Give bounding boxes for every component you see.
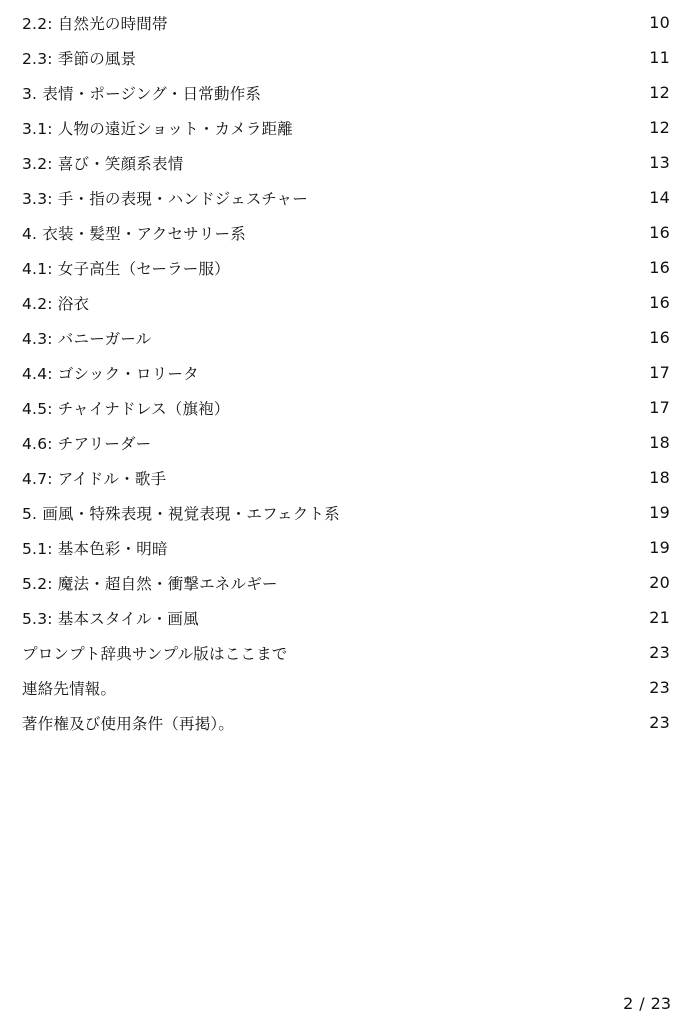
toc-entry-page: 11 — [649, 48, 670, 67]
total-page-count: 23 — [650, 994, 671, 1013]
toc-entry-page: 17 — [649, 398, 670, 417]
toc-entry-title: 5.1: 基本色彩・明暗 — [22, 539, 168, 558]
toc-entry-title: 4.1: 女子高生（セーラー服） — [22, 259, 230, 278]
toc-entry[interactable] — [22, 145, 670, 180]
toc-entry[interactable] — [22, 670, 670, 705]
toc-entry[interactable] — [22, 215, 670, 250]
toc-entry[interactable] — [22, 110, 670, 145]
toc-entry-page: 21 — [649, 608, 670, 627]
toc-entry-page: 16 — [649, 328, 670, 347]
toc-entry[interactable] — [22, 460, 670, 495]
toc-entry-title: 2.3: 季節の風景 — [22, 49, 137, 68]
toc-entry[interactable] — [22, 530, 670, 565]
toc-entry[interactable] — [22, 180, 670, 215]
toc-entry-title: 4.2: 浴衣 — [22, 294, 90, 313]
toc-entry-page: 18 — [649, 468, 670, 487]
toc-entry[interactable] — [22, 635, 670, 670]
toc-entry-title: 5. 画風・特殊表現・視覚表現・エフェクト系 — [22, 504, 340, 523]
toc-entry-title: 3.2: 喜び・笑顔系表情 — [22, 154, 184, 173]
toc-entry-title: 3.3: 手・指の表現・ハンドジェスチャー — [22, 189, 308, 208]
toc-entry-title: 4.6: チアリーダー — [22, 434, 152, 453]
toc-entry-page: 20 — [649, 573, 670, 592]
toc-entry-page: 23 — [649, 643, 670, 662]
toc-entry[interactable] — [22, 40, 670, 75]
toc-entry[interactable] — [22, 705, 670, 740]
toc-entry-title: 著作権及び使用条件（再掲）。 — [22, 714, 235, 733]
toc-entry-title: 2.2: 自然光の時間帯 — [22, 14, 168, 33]
toc-entry-page: 19 — [649, 503, 670, 522]
toc-entry[interactable] — [22, 355, 670, 390]
toc-entry-page: 16 — [649, 223, 670, 242]
current-page-number: 2 — [623, 994, 634, 1013]
toc-entry[interactable] — [22, 425, 670, 460]
toc-entry-page: 14 — [649, 188, 670, 207]
toc-entry[interactable] — [22, 565, 670, 600]
toc-entry[interactable] — [22, 495, 670, 530]
toc-entry[interactable] — [22, 600, 670, 635]
page-separator: / — [639, 994, 645, 1013]
toc-entry-page: 12 — [649, 118, 670, 137]
toc-entry-page: 18 — [649, 433, 670, 452]
page-number-footer — [623, 994, 671, 1013]
toc-entry-page: 13 — [649, 153, 670, 172]
toc-entry-title: 4. 衣装・髪型・アクセサリー系 — [22, 224, 246, 243]
toc-entry-page: 16 — [649, 258, 670, 277]
toc-entry-page: 17 — [649, 363, 670, 382]
toc-entry[interactable] — [22, 5, 670, 40]
toc-entry[interactable] — [22, 320, 670, 355]
toc-entry-title: 4.3: バニーガール — [22, 329, 152, 348]
toc-entry-page: 23 — [649, 713, 670, 732]
table-of-contents — [22, 5, 670, 740]
toc-entry-title: 4.5: チャイナドレス（旗袍） — [22, 399, 230, 418]
toc-entry-title: 5.3: 基本スタイル・画風 — [22, 609, 199, 628]
toc-entry-title: 3.1: 人物の遠近ショット・カメラ距離 — [22, 119, 293, 138]
toc-entry[interactable] — [22, 390, 670, 425]
toc-entry-title: 4.4: ゴシック・ロリータ — [22, 364, 199, 383]
toc-entry-page: 19 — [649, 538, 670, 557]
toc-entry-page: 12 — [649, 83, 670, 102]
toc-entry-page: 23 — [649, 678, 670, 697]
toc-entry-page: 16 — [649, 293, 670, 312]
toc-entry[interactable] — [22, 75, 670, 110]
toc-entry-title: 3. 表情・ポージング・日常動作系 — [22, 84, 262, 103]
toc-entry-title: 5.2: 魔法・超自然・衝撃エネルギー — [22, 574, 278, 593]
toc-entry[interactable] — [22, 250, 670, 285]
toc-entry-page: 10 — [649, 13, 670, 32]
toc-entry-title: プロンプト辞典サンプル版はここまで — [22, 644, 288, 663]
toc-entry[interactable] — [22, 285, 670, 320]
toc-entry-title: 連絡先情報。 — [22, 679, 117, 698]
toc-entry-title: 4.7: アイドル・歌手 — [22, 469, 167, 488]
